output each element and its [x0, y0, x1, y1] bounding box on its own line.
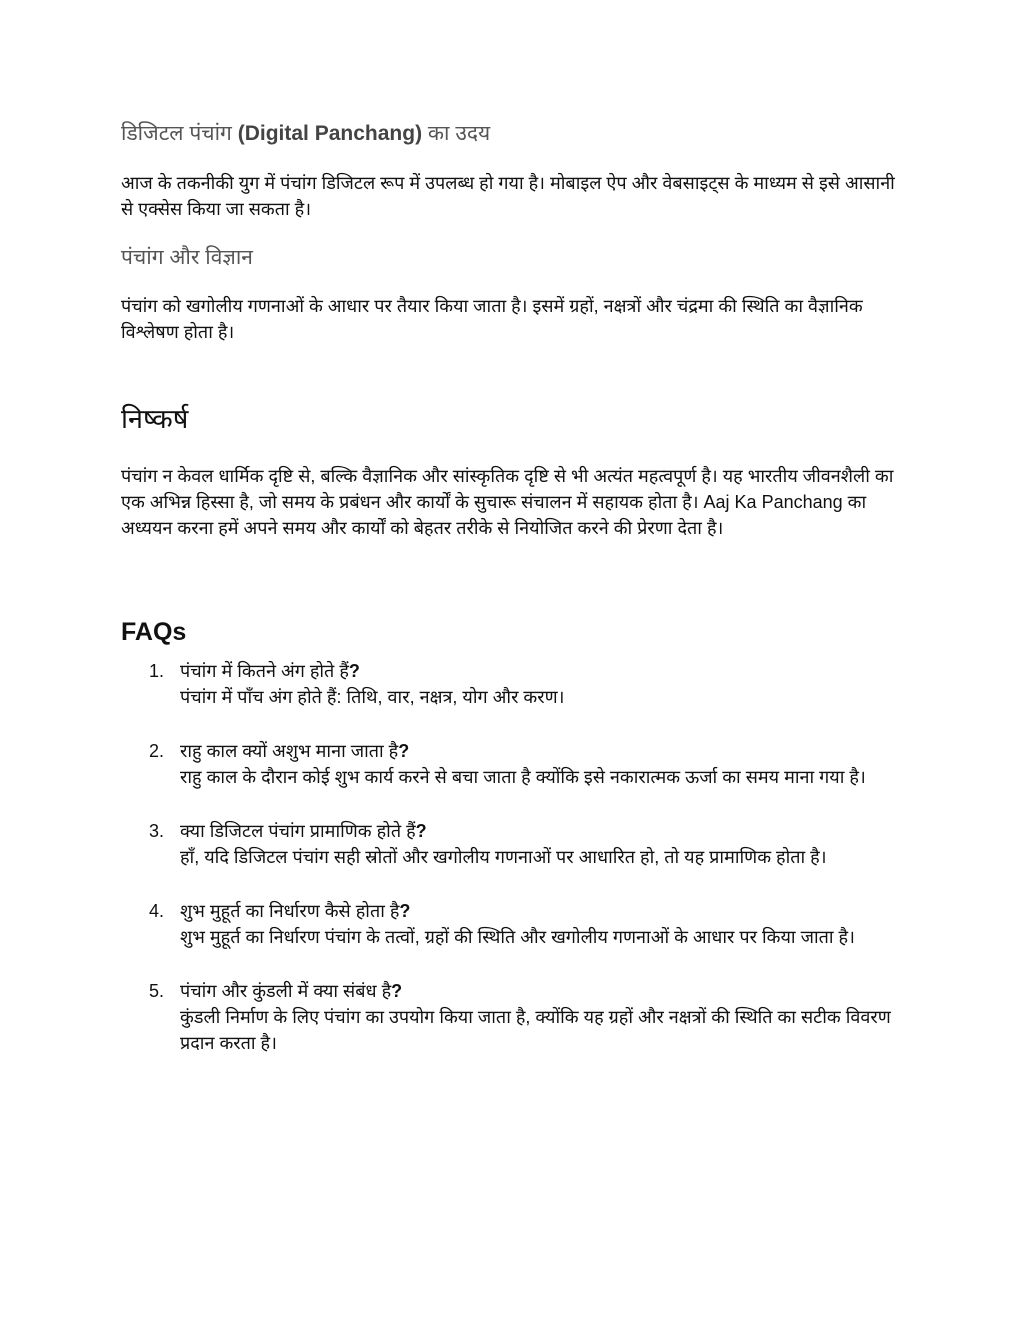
faq-number: 5.: [149, 981, 165, 1001]
faq-item-4: [121, 898, 911, 950]
faq-question-mark: ?: [348, 661, 360, 681]
faq-number: 2.: [149, 741, 165, 761]
faq-question: [180, 738, 911, 764]
conclusion-paragraph: पंचांग न केवल धार्मिक दृष्टि से, बल्कि वैज्ञानिक और सांस्कृतिक दृष्टि से भी अत्यंत महत्वपूर्ण है। यह भारतीय जीवनशैली का एक अभिन्न हिस्सा है, जो समय के प्रबंधन और कार्यों के सुचारू संचालन में सहायक होता है। Aaj Ka Panchang का अध्ययन करना हमें अपने समय और कार्यों को बेहतर तरीके से नियोजित करने की प्रेरणा देता है।: [121, 466, 894, 538]
faq-question-mark: ?: [398, 741, 410, 761]
faq-item-3: [121, 818, 911, 870]
faq-list: [121, 658, 911, 1084]
faq-question-text: पंचांग में कितने अंग होते हैं: [180, 661, 349, 681]
faq-question-text: शुभ मुहूर्त का निर्धारण कैसे होता है: [180, 901, 400, 921]
faq-item-2: [121, 738, 911, 790]
faq-answer: पंचांग में पाँच अंग होते हैं: तिथि, वार, नक्षत्र, योग और करण।: [180, 687, 565, 707]
faq-question-mark: ?: [391, 981, 403, 1001]
panchang-science-heading: पंचांग और विज्ञान: [121, 246, 253, 269]
faq-question: [180, 818, 911, 844]
digital-heading-english: (Digital Panchang): [237, 122, 423, 145]
faq-answer: शुभ मुहूर्त का निर्धारण पंचांग के तत्वों, ग्रहों की स्थिति और खगोलीय गणनाओं के आधार पर किया जाता है।: [180, 927, 855, 947]
faq-question: [180, 978, 911, 1004]
faq-question-text: क्या डिजिटल पंचांग प्रामाणिक होते हैं: [180, 821, 416, 841]
faq-question-mark: ?: [415, 821, 427, 841]
faq-question: [180, 898, 911, 924]
faq-question-mark: ?: [399, 901, 411, 921]
conclusion-heading: निष्कर्ष: [121, 404, 189, 434]
faq-question: [180, 658, 911, 684]
faqs-heading: FAQs: [121, 618, 187, 646]
panchang-science-paragraph: पंचांग को खगोलीय गणनाओं के आधार पर तैयार किया जाता है। इसमें ग्रहों, नक्षत्रों और चंद्रमा की स्थिति का वैज्ञानिक विश्लेषण होता है।: [121, 296, 863, 342]
faq-item-5: [121, 978, 911, 1056]
faq-question-text: राहु काल क्यों अशुभ माना जाता है: [180, 741, 399, 761]
digital-heading-hindi: डिजिटल पंचांग: [121, 122, 238, 145]
faq-answer: कुंडली निर्माण के लिए पंचांग का उपयोग किया जाता है, क्योंकि यह ग्रहों और नक्षत्रों की स्थिति का सटीक विवरण प्रदान करता है।: [180, 1007, 891, 1053]
faq-number: 1.: [149, 661, 165, 681]
digital-panchang-paragraph: आज के तकनीकी युग में पंचांग डिजिटल रूप में उपलब्ध हो गया है। मोबाइल ऐप और वेबसाइट्स के माध्यम से इसे आसानी से एक्सेस किया जा सकता है।: [121, 173, 895, 219]
faq-number: 3.: [149, 821, 165, 841]
faq-answer: हाँ, यदि डिजिटल पंचांग सही स्रोतों और खगोलीय गणनाओं पर आधारित हो, तो यह प्रामाणिक होता है।: [180, 847, 827, 867]
digital-heading-tail: का उदय: [422, 122, 491, 145]
faq-number: 4.: [149, 901, 165, 921]
faq-item-1: [121, 658, 911, 710]
faq-question-text: पंचांग और कुंडली में क्या संबंध है: [180, 981, 392, 1001]
digital-panchang-heading: [121, 120, 490, 148]
faq-answer: राहु काल के दौरान कोई शुभ कार्य करने से बचा जाता है क्योंकि इसे नकारात्मक ऊर्जा का समय माना गया है।: [180, 767, 866, 787]
